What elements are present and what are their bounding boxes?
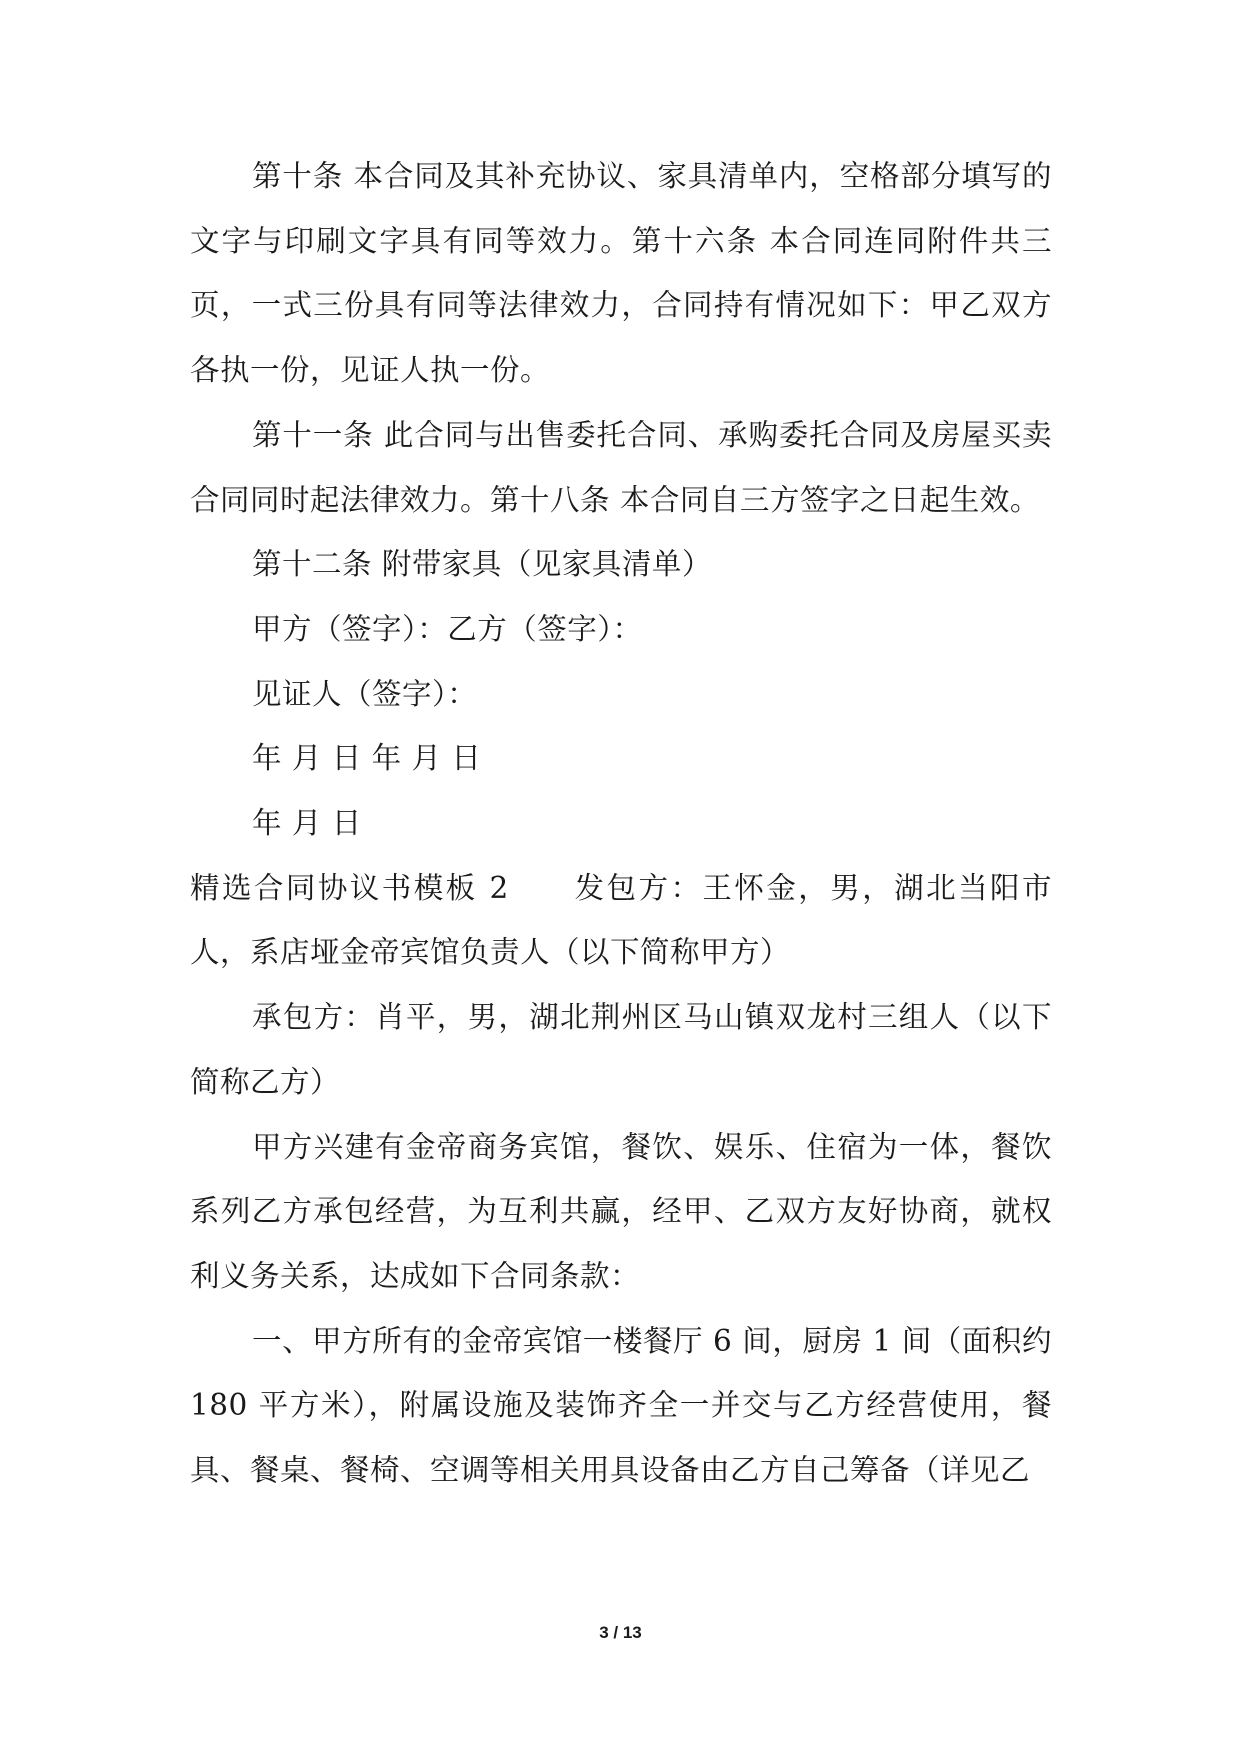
clause-10-paragraph: 第十条 本合同及其补充协议、家具清单内，空格部分填写的文字与印刷文字具有同等效力。第十六条 本合同连同附件共三页，一式三份具有同等法律效力，合同持有情况如下：甲乙双方各执一份，见证人执一份。 (190, 159, 1052, 388)
date-line: 年 月 日 (252, 806, 362, 841)
party-signature-line: 甲方（签字）：乙方（签字）： (252, 611, 643, 646)
article-1-paragraph: 一、甲方所有的金帝宾馆一楼餐厅 6 间，厨房 1 间（面积约180 平方米），附属设施及装饰齐全一并交与乙方经营使用，餐具、餐桌、餐椅、空调等相关用具设备由乙方自己筹备（详见乙 (190, 1323, 1052, 1488)
template-2-heading-paragraph: 精选合同协议书模板 2 发包方：王怀金，男，湖北当阳市人，系店垭金帝宾馆负责人（以下简称甲方） (190, 870, 1052, 970)
witness-signature-line: 见证人（签字）： (252, 676, 478, 711)
contractor-paragraph: 承包方：肖平，男，湖北荆州区马山镇双龙村三组人（以下简称乙方） (190, 1000, 1052, 1099)
clause-11-paragraph: 第十一条 此合同与出售委托合同、承购委托合同及房屋买卖合同同时起法律效力。第十八条 本合同自三方签字之日起生效。 (190, 417, 1052, 517)
document-body (190, 144, 1052, 1503)
date-line: 年 月 日 年 月 日 (252, 741, 482, 776)
page-number: 3 / 13 (599, 1623, 642, 1642)
preamble-paragraph: 甲方兴建有金帝商务宾馆，餐饮、娱乐、住宿为一体，餐饮系列乙方承包经营，为互利共赢，经甲、乙双方友好协商，就权利义务关系，达成如下合同条款： (190, 1129, 1052, 1293)
clause-12-paragraph: 第十二条 附带家具（见家具清单） (252, 547, 712, 582)
